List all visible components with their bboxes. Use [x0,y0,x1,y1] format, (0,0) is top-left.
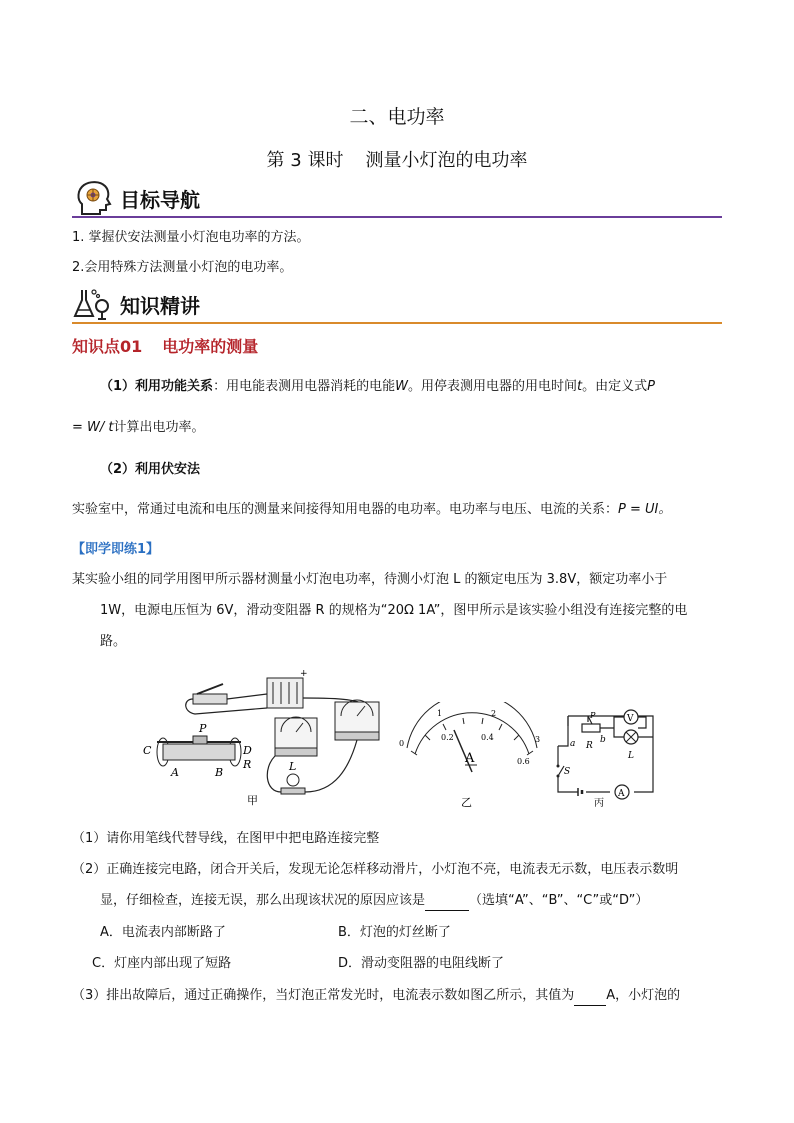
question-3: （3）排出故障后，通过正确操作，当灯泡正常发光时，电流表示数如图乙所示，其值为 A，小灯泡的 [72,986,680,1006]
flask-icon [72,286,114,322]
option-d: D．滑动变阻器的电阻线断了 [338,956,505,971]
question-2-line-1: （2）正确连接完电路，闭合开关后，发现无论怎样移动滑片，小灯泡不亮，电流表无示数，电压表示数明 [72,862,679,877]
svg-text:1: 1 [437,709,443,718]
page-title: 二、电功率 [349,106,445,128]
svg-text:a: a [570,739,576,749]
switch-icon [193,684,227,704]
figure-label-yi: 乙 [461,796,472,808]
answer-blank-q3[interactable] [574,991,606,1006]
option-b: B．灯泡的灯丝断了 [338,925,451,940]
lesson-number: 第 3 课时 [266,150,344,171]
svg-text:L: L [289,760,297,773]
voltmeter-device-icon [335,700,379,740]
lesson-topic: 测量小灯泡的电功率 [365,150,528,171]
svg-text:D: D [243,744,252,757]
svg-text:S: S [564,767,571,777]
section-goals-title: 目标导航 [120,188,200,212]
knowledge-point-title [72,334,258,357]
practice-line-1: 某实验小组的同学用图甲所示器材测量小灯泡电功率，待测小灯泡 L 的额定电压为 3.8V，额定功率小于 [72,572,668,587]
svg-text:3: 3 [535,735,541,744]
svg-text:A: A [171,766,179,779]
method-2-title: （2）利用伏安法 [100,462,201,477]
svg-text:2: 2 [491,709,497,718]
knowledge-point-name: 电功率的测量 [162,337,259,356]
section-goals-divider [72,216,722,218]
question-1: （1）请你用笔线代替导线，在图甲中把电路连接完整 [72,831,380,846]
head-brain-icon [74,180,114,216]
practice-line-3: 路。 [100,634,127,649]
svg-text:P: P [199,722,207,735]
method-1-line-2: = W/ t计算出电功率。 [72,420,205,435]
figure-yi-ammeter-dial [395,702,550,808]
question-2-line-2: 显，仔细检查，连接无误，那么出现该状况的原因应该是 （选填“A”、“B”、“C”或“D”） [100,891,648,911]
svg-text:R: R [243,758,252,771]
lesson-subtitle [0,146,794,172]
svg-text:V: V [627,714,634,724]
lamp-icon [281,774,305,794]
svg-text:0: 0 [399,739,405,748]
option-a: A．电流表内部断路了 [100,925,226,940]
practice-line-2: 1W，电源电压恒为 6V，滑动变阻器 R 的规格为“20Ω 1A”，图甲所示是该实验小组没有连接完整的电 [100,603,688,618]
ammeter-device-icon [275,717,317,756]
svg-text:0.2: 0.2 [441,733,454,742]
section-knowledge-title: 知识精讲 [120,294,200,318]
figure-label-bing: 丙 [594,798,604,808]
svg-text:0.6: 0.6 [517,757,530,766]
option-c: C．灯座内部出现了短路 [92,956,232,971]
svg-text:0.4: 0.4 [481,733,494,742]
lab-relation-text: 实验室中，常通过电流和电压的测量来间接得知用电器的电功率。电功率与电压、电流的关系：P = UI。 [72,502,672,517]
svg-text:P: P [590,711,596,720]
practice-tag: 【即学即练1】 [72,542,160,557]
svg-text:L: L [628,751,634,761]
answer-blank-q2[interactable] [425,896,469,911]
battery-icon [267,669,308,708]
rheostat-icon [157,736,241,766]
section-goals-header [72,180,722,218]
goal-item-1: 1. 掌握伏安法测量小灯泡电功率的方法。 [72,230,310,245]
svg-text:A: A [618,789,625,799]
method-1-line-1: （1）利用功能关系：用电能表测用电器消耗的电能W。用停表测用电器的用电时间t。由定义式P [100,379,655,394]
figure-jia [135,668,400,808]
svg-text:A: A [465,751,475,766]
svg-text:B: B [215,766,224,779]
resistor-symbol [582,724,600,732]
goal-item-2: 2.会用特殊方法测量小灯泡的电功率。 [72,260,293,275]
svg-text:b: b [600,735,606,745]
figure-bing-circuit [548,706,660,808]
svg-text:+: + [300,669,308,679]
svg-text:C: C [143,744,152,757]
section-knowledge-header [72,286,722,324]
figure-label-jia: 甲 [247,794,258,807]
knowledge-point-label: 知识点01 [72,337,143,356]
svg-text:R: R [586,741,593,751]
section-knowledge-divider [72,322,722,324]
